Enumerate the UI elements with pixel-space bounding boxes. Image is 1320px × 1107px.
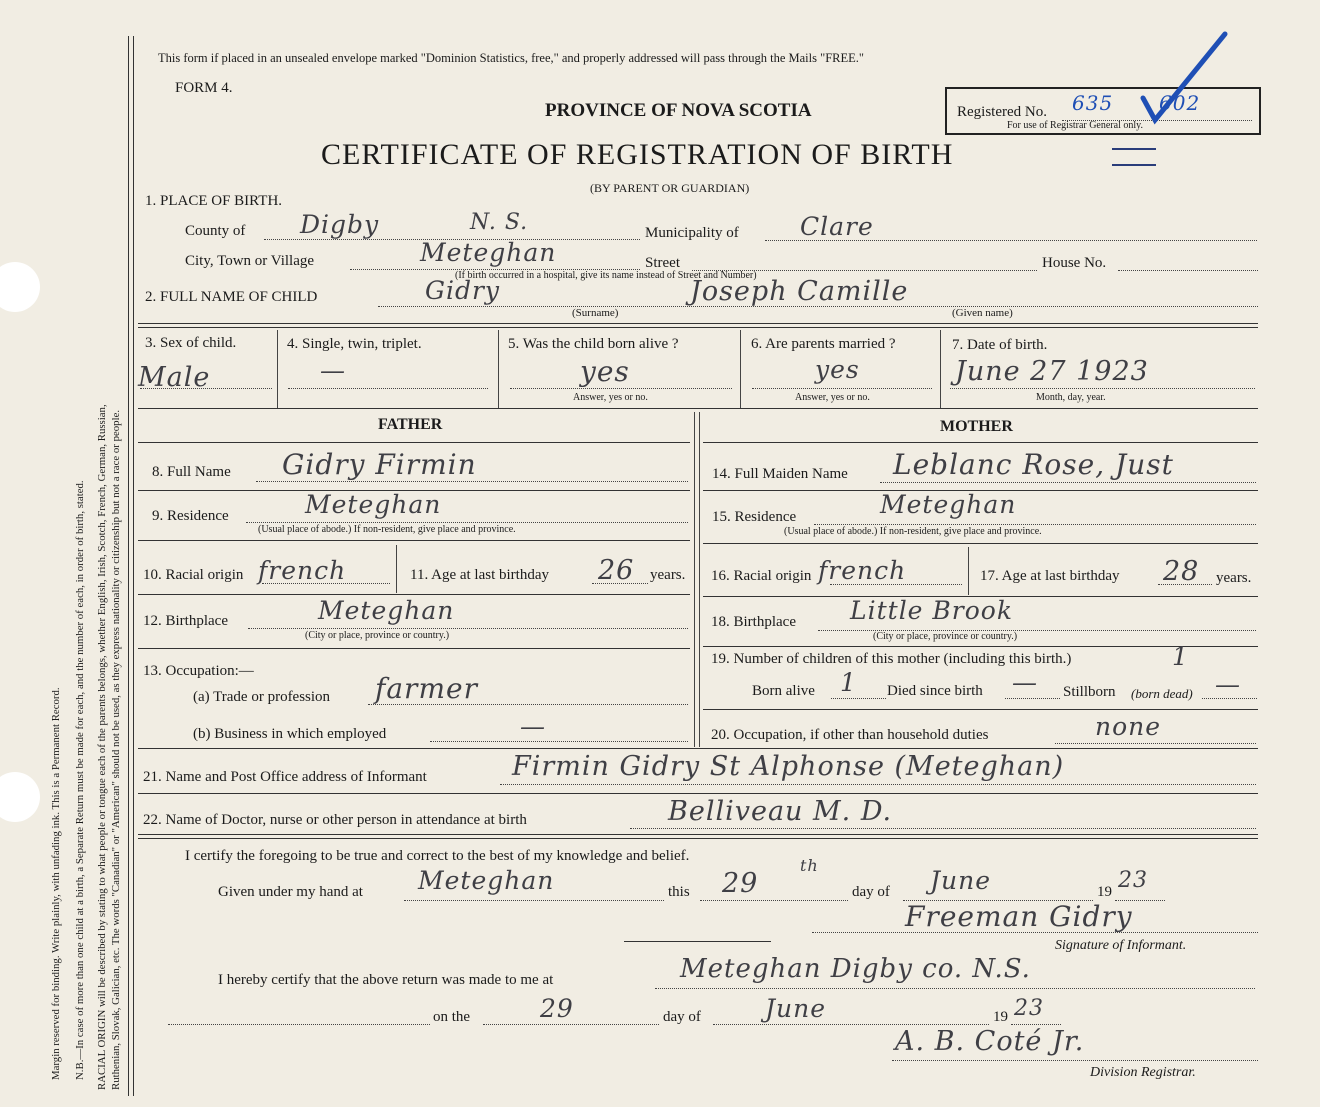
year-prefix: 19 <box>1097 884 1112 900</box>
mail-notice: This form if placed in an unsealed envelope marked "Dominion Statistics, free," and properly addressed will pass through the Mails "FREE." <box>158 51 865 65</box>
struck-word <box>1112 148 1156 166</box>
row3-divider-2 <box>498 330 499 408</box>
mother-children-label: 19. Number of children of this mother (including this birth.) <box>711 651 1072 667</box>
day-of-label: day of <box>852 884 890 900</box>
informant-value: Firmin Gidry St Alphonse (Meteghan) <box>512 751 1065 782</box>
mother-race-value: french <box>818 556 907 585</box>
certificate-subtitle: (BY PARENT OR GUARDIAN) <box>590 181 750 195</box>
registered-number-value-2: 602 <box>1159 91 1201 115</box>
multiple-birth-value: — <box>320 356 346 385</box>
born-alive-note: Answer, yes or no. <box>573 392 648 403</box>
mother-race-divider <box>968 547 969 595</box>
month-value: June <box>930 866 992 895</box>
father-name-value: Gidry Firmin <box>282 448 477 481</box>
day-suffix: th <box>800 856 819 875</box>
mother-age-label: 17. Age at last birthday <box>980 568 1120 584</box>
mother-age-value: 28 <box>1163 556 1200 587</box>
county-label: County of <box>185 223 246 239</box>
mother-residence-line <box>814 524 1256 525</box>
given-name-note: (Given name) <box>952 307 1013 319</box>
mother-occupation-line <box>1055 743 1256 744</box>
mother-residence-label: 15. Residence <box>712 509 797 525</box>
father-name-label: 8. Full Name <box>152 464 231 480</box>
father-business-label: (b) Business in which employed <box>193 726 387 742</box>
house-no-label: House No. <box>1042 255 1107 271</box>
born-alive-count-value: 1 <box>840 668 857 697</box>
died-since-birth-label: Died since birth <box>887 683 983 699</box>
certify-statement: I certify the foregoing to be true and correct to the best of my knowledge and belief. <box>185 848 690 864</box>
born-alive-count-label: Born alive <box>752 683 815 699</box>
died-since-birth-value: — <box>1012 668 1038 697</box>
mother-rule-3 <box>703 543 1258 544</box>
mother-children-value: 1 <box>1172 642 1189 671</box>
father-race-divider <box>396 545 397 593</box>
registrar-signature: A. B. Coté Jr. <box>895 1026 1085 1057</box>
city-value: Meteghan <box>420 238 557 267</box>
father-age-value: 26 <box>598 555 635 586</box>
county-value: Digby <box>300 210 380 239</box>
rule-a2 <box>138 327 1258 328</box>
father-race-label: 10. Racial origin <box>143 567 244 583</box>
rule-d <box>138 793 1258 794</box>
municipality-label: Municipality of <box>645 225 739 241</box>
binding-hole-bottom <box>0 772 40 822</box>
province-title: PROVINCE OF NOVA SCOTIA <box>545 100 812 121</box>
on-the-label: on the <box>433 1009 471 1025</box>
father-business-line <box>430 741 688 742</box>
mother-name-value: Leblanc Rose, Just <box>893 448 1174 481</box>
parents-married-label: 6. Are parents married ? <box>751 336 896 352</box>
father-race-value: french <box>258 556 347 585</box>
given-at-line <box>404 900 664 901</box>
father-business-value: — <box>520 712 546 741</box>
registration-place-line <box>655 988 1255 989</box>
died-since-birth-line <box>1005 698 1060 699</box>
registration-year-line <box>1011 1024 1061 1025</box>
father-residence-value: Meteghan <box>305 490 442 519</box>
date-of-birth-line <box>950 388 1255 389</box>
form-number: FORM 4. <box>175 80 233 96</box>
father-age-label: 11. Age at last birthday <box>410 567 549 583</box>
given-at-label: Given under my hand at <box>218 884 363 900</box>
registration-lead-line <box>168 1024 430 1025</box>
child-given-value: Joseph Camille <box>690 276 909 307</box>
rule-a <box>138 323 1258 324</box>
child-name-label: 2. FULL NAME OF CHILD <box>145 289 318 305</box>
mother-race-label: 16. Racial origin <box>711 568 812 584</box>
mother-birthplace-value: Little Brook <box>850 596 1014 625</box>
born-alive-count-line <box>831 698 886 699</box>
father-birthplace-line <box>248 628 688 629</box>
father-residence-label: 9. Residence <box>152 508 229 524</box>
father-heading: FATHER <box>378 416 443 433</box>
father-rule-5 <box>138 648 690 649</box>
row3-divider-3 <box>740 330 741 408</box>
stillborn-value: — <box>1215 670 1241 699</box>
day-line <box>700 900 848 901</box>
parents-center-divider <box>694 412 695 747</box>
informant-label: 21. Name and Post Office address of Informant <box>143 769 427 785</box>
father-residence-note: (Usual place of abode.) If non-resident, give place and province. <box>258 524 516 535</box>
registration-place-value: Meteghan Digby co. N.S. <box>680 954 1031 984</box>
doctor-label: 22. Name of Doctor, nurse or other person in attendance at birth <box>143 812 527 828</box>
house-no-line <box>1118 270 1258 271</box>
registered-number-value: 635 <box>1072 91 1114 115</box>
sex-label: 3. Sex of child. <box>145 335 237 351</box>
registration-day-value: 29 <box>540 994 574 1023</box>
given-at-value: Meteghan <box>418 866 555 895</box>
father-name-line <box>256 481 688 482</box>
doctor-value: Belliveau M. D. <box>668 796 893 827</box>
place-of-birth-heading: 1. PLACE OF BIRTH. <box>145 193 283 209</box>
mother-occupation-label: 20. Occupation, if other than household duties <box>711 727 989 743</box>
father-trade-label: (a) Trade or profession <box>193 689 331 705</box>
hereby-certify-label: I hereby certify that the above return was made to me at <box>218 972 554 988</box>
multiple-birth-label: 4. Single, twin, triplet. <box>287 336 422 352</box>
binding-hole-top <box>0 262 40 312</box>
mother-birthplace-label: 18. Birthplace <box>711 614 796 630</box>
father-occupation-label: 13. Occupation:— <box>143 663 254 679</box>
checkmark-icon <box>1135 28 1235 140</box>
born-alive-line <box>510 388 732 389</box>
surname-note: (Surname) <box>572 307 619 319</box>
certificate-title: CERTIFICATE OF REGISTRATION OF BIRTH <box>321 138 954 171</box>
registered-number-label: Registered No. <box>957 104 1047 120</box>
mother-rule-6 <box>703 709 1258 710</box>
registration-year-value: 23 <box>1014 996 1044 1021</box>
father-rule-3 <box>138 540 690 541</box>
informant-signature-label: Signature of Informant. <box>1055 938 1187 953</box>
rule-c <box>138 748 1258 749</box>
row3-divider-1 <box>277 330 278 408</box>
child-surname-value: Gidry <box>425 276 501 305</box>
margin-note-4: Ruthenian, Slovak, Galician, etc. The words "Canadian" or "American" should not be used, as they express nationality or citizenship but not a race or people. <box>110 409 122 1090</box>
hospital-note: (If birth occurred in a hospital, give its name instead of Street and Number) <box>455 270 757 281</box>
rule-e <box>138 834 1258 835</box>
registered-number-note: For use of Registrar General only. <box>1007 120 1143 131</box>
father-birthplace-value: Meteghan <box>318 596 455 625</box>
stillborn-note: (born dead) <box>1131 686 1193 701</box>
father-birthplace-label: 12. Birthplace <box>143 613 228 629</box>
father-rule-1 <box>138 442 690 443</box>
father-residence-line <box>246 522 688 523</box>
day-value: 29 <box>722 868 759 899</box>
registration-day-of-label: day of <box>663 1009 701 1025</box>
mother-name-line <box>880 482 1256 483</box>
margin-note-1: Margin reserved for binding. Write plainly, with unfading ink. This is a Permanent Record. <box>50 687 62 1080</box>
parents-center-divider-2 <box>699 412 700 747</box>
date-of-birth-label: 7. Date of birth. <box>952 337 1048 353</box>
city-label: City, Town or Village <box>185 253 315 269</box>
year-value: 23 <box>1118 868 1148 893</box>
mother-age-years: years. <box>1216 570 1252 586</box>
registrar-label: Division Registrar. <box>1090 1065 1196 1080</box>
this-label: this <box>668 884 690 900</box>
stillborn-label: Stillborn <box>1063 684 1116 700</box>
rule-b <box>138 408 1258 409</box>
mother-occupation-value: none <box>1095 712 1162 741</box>
short-rule <box>624 941 771 942</box>
father-birthplace-note: (City or place, province or country.) <box>305 630 450 641</box>
doctor-line <box>630 828 1256 829</box>
date-of-birth-note: Month, day, year. <box>1036 392 1106 403</box>
registration-month-value: June <box>765 994 827 1023</box>
mother-residence-note: (Usual place of abode.) If non-resident, give place and province. <box>784 526 1042 537</box>
mother-birthplace-note: (City or place, province or country.) <box>873 631 1018 642</box>
municipality-value: Clare <box>800 212 874 241</box>
street-label: Street <box>645 255 680 271</box>
margin-rule-2 <box>133 36 134 1096</box>
parents-married-value: yes <box>815 355 860 384</box>
informant-signature: Freeman Gidry <box>905 900 1133 933</box>
county-extra: N. S. <box>470 210 529 235</box>
parents-married-line <box>752 388 932 389</box>
informant-line <box>500 784 1256 785</box>
mother-residence-value: Meteghan <box>880 490 1017 519</box>
father-rule-4 <box>138 594 690 595</box>
father-trade-value: farmer <box>375 672 478 705</box>
mother-heading: MOTHER <box>940 418 1013 435</box>
margin-note-3: RACIAL ORIGIN will be described by stating to what people or tongue each of the parents belongs, whether English, Irish, Scotch, French, German, Russian, <box>96 404 108 1090</box>
rule-e2 <box>138 838 1258 839</box>
registrar-signature-line <box>892 1060 1258 1061</box>
mother-rule-1 <box>703 442 1258 443</box>
born-alive-value: yes <box>580 355 630 388</box>
father-age-years: years. <box>650 567 686 583</box>
date-of-birth-value: June 27 1923 <box>955 356 1149 387</box>
registration-day-line <box>483 1024 659 1025</box>
registration-month-line <box>713 1024 989 1025</box>
mother-name-label: 14. Full Maiden Name <box>712 466 848 482</box>
multiple-birth-line <box>288 388 488 389</box>
margin-note-2: N.B.—In case of more than one child at a birth, a Separate Return must be made for each, and the number of each, in order of birth, stated. <box>74 480 86 1080</box>
registration-year-prefix: 19 <box>993 1009 1008 1025</box>
parents-married-note: Answer, yes or no. <box>795 392 870 403</box>
row3-divider-4 <box>940 330 941 408</box>
margin-rule-1 <box>128 36 129 1096</box>
born-alive-label: 5. Was the child born alive ? <box>508 336 679 352</box>
sex-value: Male <box>138 362 211 393</box>
